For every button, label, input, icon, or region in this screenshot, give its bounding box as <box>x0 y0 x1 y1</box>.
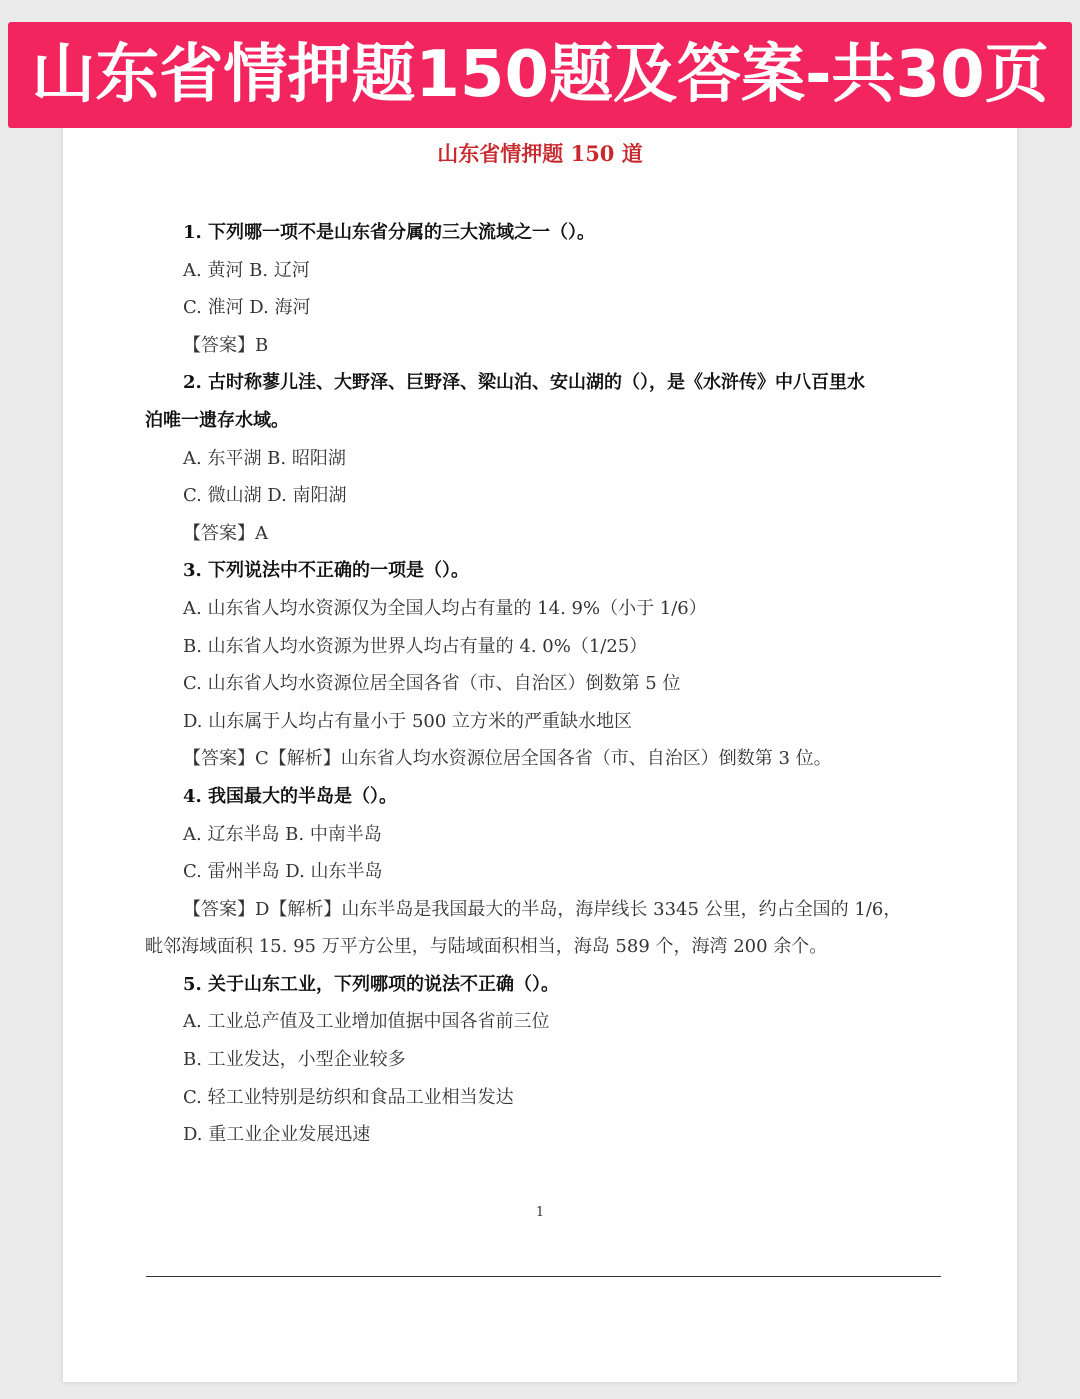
document-page <box>63 110 1017 1382</box>
page-number: 1 <box>535 1205 545 1220</box>
question-line: 2. 古时称蓼儿洼、大野泽、巨野泽、梁山泊、安山湖的（），是《水浒传》中八百里水 <box>183 372 866 394</box>
answer-line: 【答案】A <box>183 522 268 544</box>
answer-line-continued: 毗邻海域面积 15. 95 万平方公里，与陆域面积相当，海岛 589 个，海湾 200 余个。 <box>145 936 828 958</box>
option-line: B. 工业发达，小型企业较多 <box>183 1049 406 1071</box>
question-line: 5. 关于山东工业，下列哪项的说法不正确（）。 <box>183 973 560 995</box>
banner-title: 山东省情押题150题及答案-共30页 <box>31 38 1049 112</box>
option-line: C. 淮河 D. 海河 <box>183 297 311 319</box>
option-line: A. 东平湖 B. 昭阳湖 <box>183 447 346 469</box>
question-line-continued: 泊唯一遗存水域。 <box>145 409 289 431</box>
option-line: C. 微山湖 D. 南阳湖 <box>183 485 347 507</box>
option-line: A. 辽东半岛 B. 中南半岛 <box>183 823 382 845</box>
answer-line: 【答案】C【解析】山东省人均水资源位居全国各省（市、自治区）倒数第 3 位。 <box>183 748 832 770</box>
question-line: 3. 下列说法中不正确的一项是（）。 <box>183 560 470 582</box>
footer-divider <box>146 1276 941 1277</box>
document-title: 山东省情押题 150 道 <box>437 141 643 166</box>
answer-line: 【答案】D【解析】山东半岛是我国最大的半岛，海岸线长 3345 公里，约占全国的 1/6， <box>183 898 902 920</box>
answer-line: 【答案】B <box>183 334 269 356</box>
option-line: A. 黄河 B. 辽河 <box>183 259 310 281</box>
option-line: B. 山东省人均水资源为世界人均占有量的 4. 0%（1/25） <box>183 635 648 657</box>
title-banner <box>8 22 1072 128</box>
option-line: C. 雷州半岛 D. 山东半岛 <box>183 861 383 883</box>
question-line: 4. 我国最大的半岛是（）。 <box>183 785 398 807</box>
option-line: A. 工业总产值及工业增加值据中国各省前三位 <box>183 1011 550 1033</box>
question-line: 1. 下列哪一项不是山东省分属的三大流域之一（）。 <box>183 222 596 243</box>
option-line: D. 重工业企业发展迅速 <box>183 1124 371 1146</box>
option-line: A. 山东省人均水资源仅为全国人均占有量的 14. 9%（小于 1/6） <box>183 597 707 619</box>
document-body <box>145 214 945 1154</box>
option-line: C. 轻工业特别是纺织和食品工业相当发达 <box>183 1086 514 1108</box>
option-line: C. 山东省人均水资源位居全国各省（市、自治区）倒数第 5 位 <box>183 673 681 695</box>
option-line: D. 山东属于人均占有量小于 500 立方米的严重缺水地区 <box>183 710 633 732</box>
